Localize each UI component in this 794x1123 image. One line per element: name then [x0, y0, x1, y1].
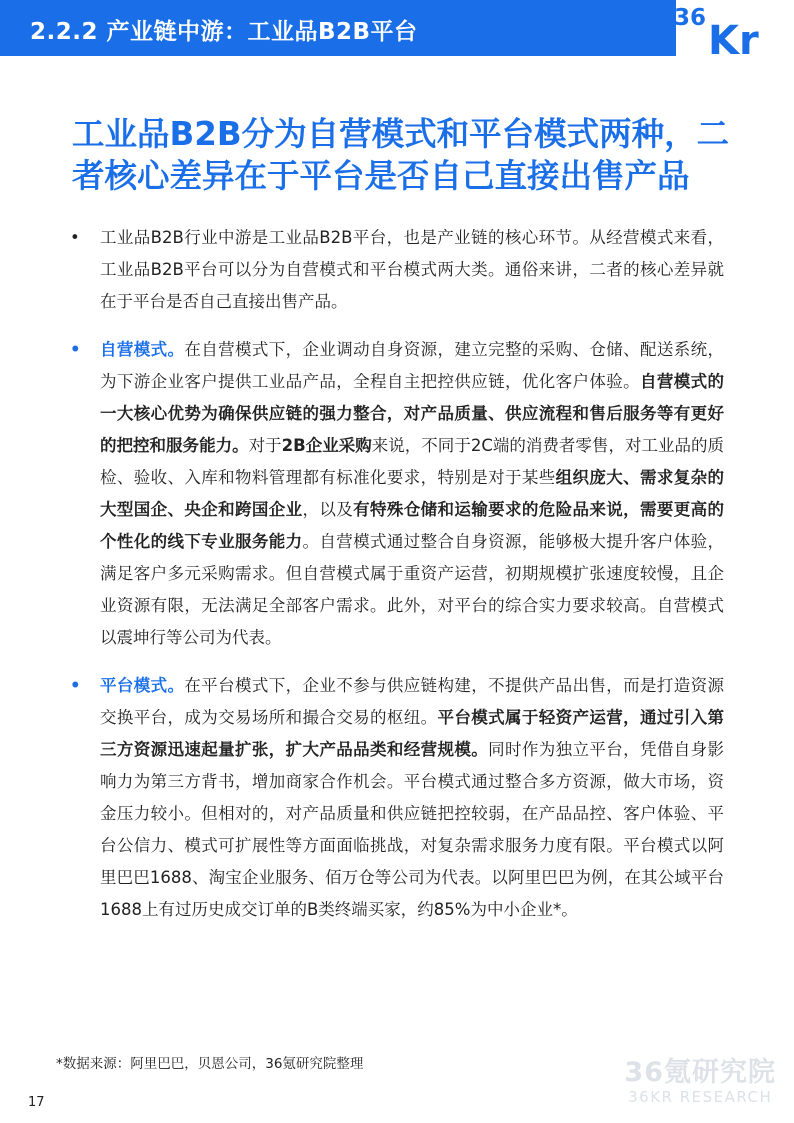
bullet-paragraph-overview: [70, 222, 724, 318]
bullet-marker: •: [70, 676, 81, 695]
body-text: ，以及: [302, 500, 354, 519]
emphasis-text: 组织庞大、需求复杂的大型国企、央企和跨国企业: [100, 468, 724, 519]
header-bar: [0, 0, 676, 56]
svg-text:36: 36: [674, 5, 707, 31]
body-text: 。自营模式通过整合自身资源，能够极大提升客户体验，满足客户多元采购需求。但自营模式属于重资产运营，初期规模扩张速度较慢，且企业资源有限，无法满足全部客户需求。此外，对平台的综合实力要求较高。自营模式以震坤行等公司为代表。: [100, 532, 724, 647]
36kr-research-watermark: [624, 1058, 776, 1106]
page-number: 17: [28, 1095, 45, 1110]
body-text: 来说，不同于2C端的消费者零售，对工业品的质检、验收、入库和物料管理都有标准化要求，特别是对于某些: [100, 436, 725, 487]
body-text: 同时作为独立平台，凭借自身影响力为第三方背书，增加商家合作机会。平台模式通过整合多方资源，做大市场，资金压力较小。但相对的，对产品质量和供应链把控较弱，在产品品控、客户体验、平台公信力、模式可扩展性等方面面临挑战，对复杂需求服务力度有限。平台模式以阿里巴巴1688、淘宝企业服务、佰万仓等公司为代表。以阿里巴巴为例，在其公域平台1688上有过历史成交订单的B类终端买家，约85%为中小企业*。: [100, 740, 724, 919]
body-text: 工业品B2B行业中游是工业品B2B平台，也是产业链的核心环节。从经营模式来看，工业品B2B平台可以分为自营模式和平台模式两大类。通俗来讲，二者的核心差异就在于平台是否自己直接出售产品。: [100, 228, 724, 311]
emphasis-text: 自营模式的一大核心优势为确保供应链的强力整合，对产品质量、供应流程和售后服务等有更好的把控和服务能力。: [100, 372, 724, 455]
body-text: 对于: [248, 436, 282, 455]
bullet-marker: •: [70, 340, 81, 359]
bullet-paragraph-self-operated: [70, 334, 724, 654]
body-text: 在自营模式下，企业调动自身资源，建立完整的采购、仓储、配送系统，为下游企业客户提供工业品产品，全程自主把控供应链，优化客户体验。: [100, 340, 724, 391]
watermark-en: 36KR RESEARCH: [628, 1088, 773, 1106]
emphasis-text: 2B企业采购: [281, 436, 372, 455]
36kr-logo: [672, 0, 790, 56]
headline-line-1: 工业品B2B分为自营模式和平台模式两种，二: [72, 115, 730, 153]
bullet-paragraph-platform: [70, 670, 724, 926]
svg-text:Kr: Kr: [708, 18, 759, 56]
headline-line-2: 者核心差异在于平台是否自己直接出售产品: [72, 157, 690, 195]
bullet-marker: •: [70, 228, 80, 247]
data-source-note: *数据来源：阿里巴巴，贝恩公司，36氪研究院整理: [56, 1056, 364, 1072]
body-content: [70, 222, 724, 942]
watermark-cn: 36氪研究院: [624, 1057, 776, 1088]
section-title: 2.2.2 产业链中游：工业品B2B平台: [30, 19, 418, 45]
term-self-operated-mode: 自营模式。: [100, 340, 185, 359]
body-text: 在平台模式下，企业不参与供应链构建，不提供产品出售，而是打造资源交换平台，成为交易场所和撮合交易的枢纽。: [100, 676, 724, 727]
emphasis-text: 有特殊仓储和运输要求的危险品来说，需要更高的个性化的线下专业服务能力: [100, 500, 724, 551]
emphasis-text: 平台模式属于轻资产运营，通过引入第三方资源迅速起量扩张，扩大产品品类和经营规模。: [100, 708, 724, 759]
term-platform-mode: 平台模式。: [100, 676, 185, 695]
page-headline: [72, 113, 732, 197]
